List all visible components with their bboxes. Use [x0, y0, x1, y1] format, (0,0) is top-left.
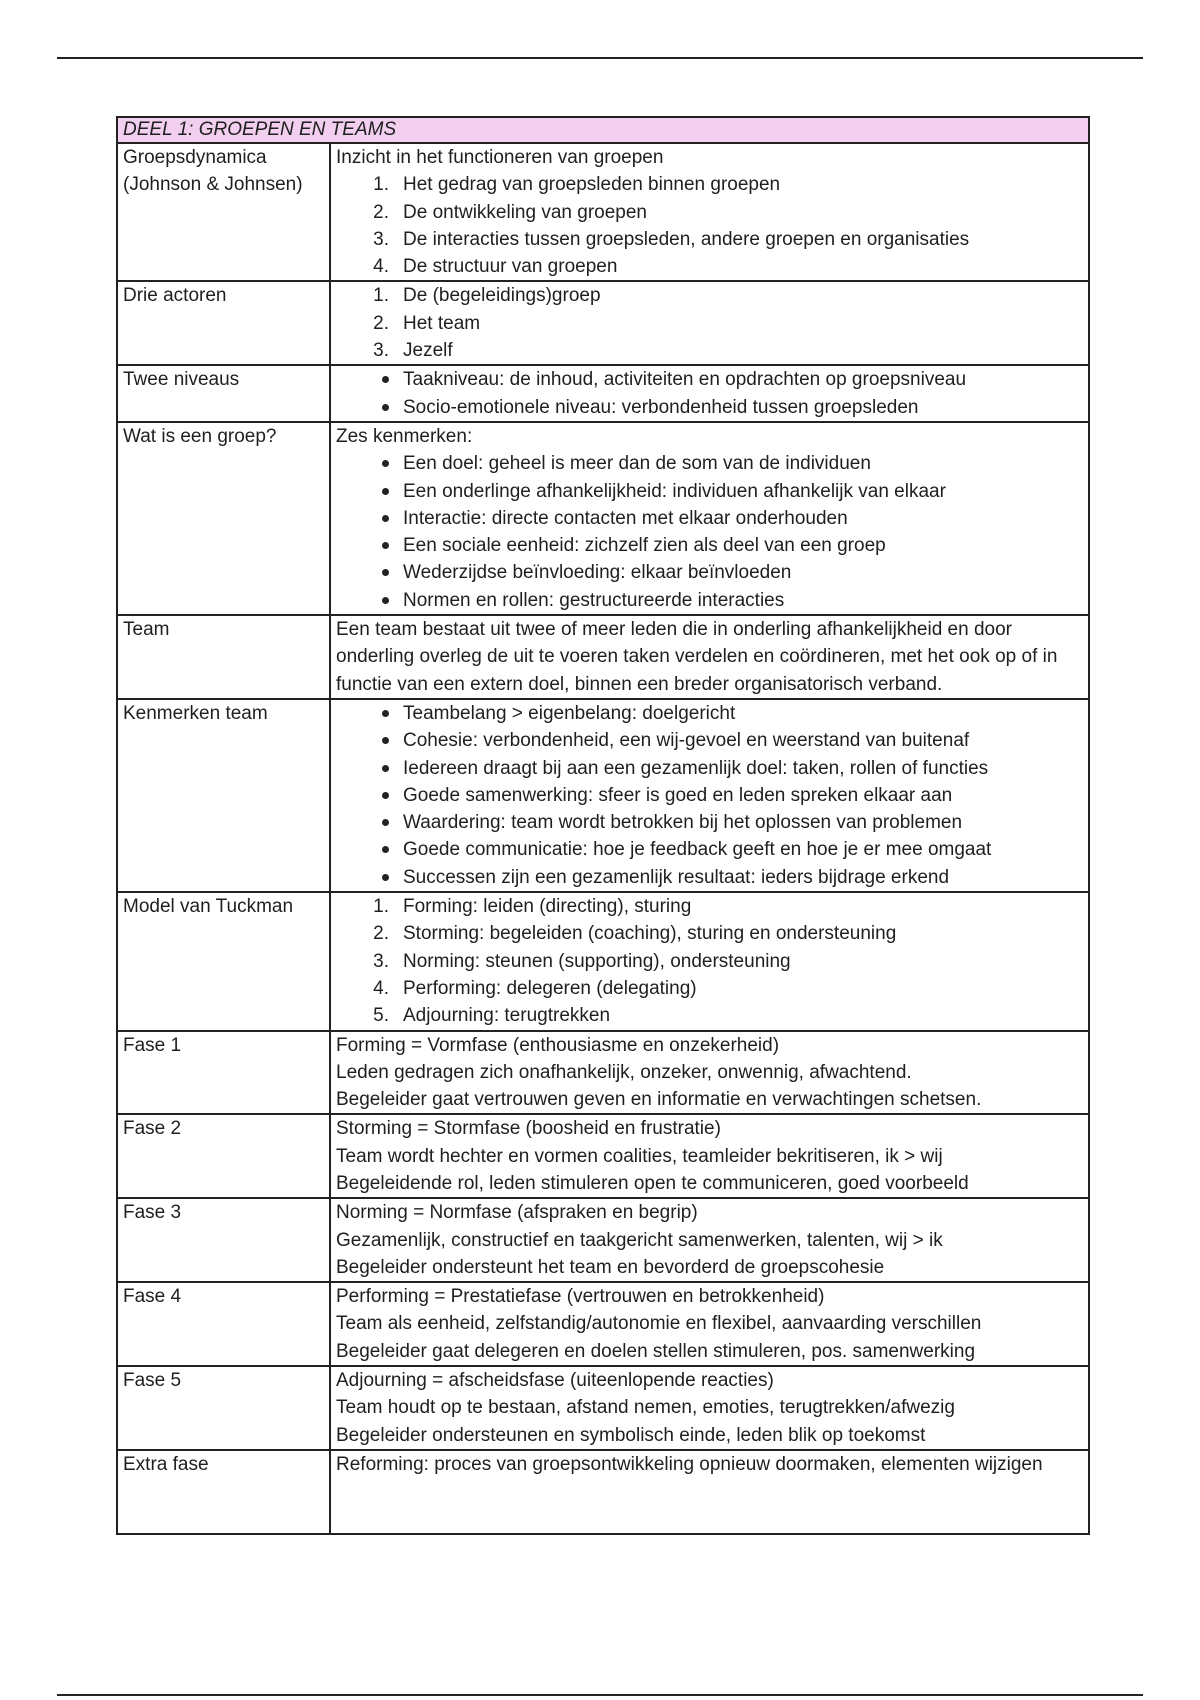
bullet-icon: [382, 765, 389, 772]
table-row: [117, 422, 1089, 615]
row-content: [330, 1282, 1089, 1366]
bullet-icon: [382, 597, 389, 604]
table-row: [117, 1198, 1089, 1282]
row-label: Groepsdynamica (Johnson & Johnsen): [117, 143, 330, 281]
row-label: Fase 1: [117, 1031, 330, 1115]
team-definition: Een team bestaat uit twee of meer leden die in onderling afhankelijkheid en door onderling overleg de uit te voeren taken verdelen en coördineren, met het ook op of in functie van een extern doel, binnen een breder organisatorisch verband.: [336, 619, 1058, 695]
extra-phase-text: Reforming: proces van groepsontwikkeling opnieuw doormaken, elementen wijzigen: [336, 1453, 1043, 1475]
table-row: [117, 1031, 1089, 1115]
table-row: [117, 699, 1089, 892]
bullet-icon: [382, 792, 389, 799]
list-item: 2. Het team: [373, 312, 481, 334]
footer-rule: [57, 1694, 1143, 1696]
bullet-icon: [382, 710, 389, 717]
list-item: Taakniveau: de inhoud, activiteiten en opdrachten op groepsniveau: [336, 366, 1083, 393]
row-content: [330, 1198, 1089, 1282]
bullet-icon: [382, 488, 389, 495]
list-item: Teambelang > eigenbelang: doelgericht: [336, 700, 1083, 727]
list-item: 4. Performing: delegeren (delegating): [373, 977, 697, 999]
row-content: [330, 143, 1089, 281]
row-label: Fase 4: [117, 1282, 330, 1366]
phase-line: Team als eenheid, zelfstandig/autonomie en flexibel, aanvaarding verschillen: [336, 1313, 982, 1335]
list-item: Normen en rollen: gestructureerde interacties: [336, 587, 1083, 614]
bullet-icon: [382, 846, 389, 853]
row-content: [330, 892, 1089, 1030]
phase-line: Team wordt hechter en vormen coalities, teamleider bekritiseren, ik > wij: [336, 1145, 943, 1167]
list-item: 3. Jezelf: [373, 340, 453, 362]
list-item: Een onderlinge afhankelijkheid: individuen afhankelijk van elkaar: [336, 478, 1083, 505]
table-row: [117, 892, 1089, 1030]
row-label: Extra fase: [117, 1450, 330, 1534]
bullet-icon: [382, 542, 389, 549]
list-item: Successen zijn een gezamenlijk resultaat: ieders bijdrage erkend: [336, 864, 1083, 891]
table-row: [117, 1282, 1089, 1366]
row-label: Drie actoren: [117, 281, 330, 365]
list-item: Wederzijdse beïnvloeding: elkaar beïnvloeden: [336, 559, 1083, 586]
phase-line: Begeleider ondersteunen en symbolisch einde, leden blik op toekomst: [336, 1424, 926, 1446]
phase-line: Storming = Stormfase (boosheid en frustratie): [336, 1118, 721, 1140]
section-title: DEEL 1: GROEPEN EN TEAMS: [117, 117, 1089, 143]
list-item: 4. De structuur van groepen: [373, 256, 618, 278]
table-row: [117, 615, 1089, 699]
row-content: [330, 1366, 1089, 1450]
row-label: Fase 5: [117, 1366, 330, 1450]
phase-line: Begeleidende rol, leden stimuleren open te communiceren, goed voorbeeld: [336, 1172, 969, 1194]
phase-line: Adjourning = afscheidsfase (uiteenlopende reacties): [336, 1370, 774, 1392]
table-row: [117, 281, 1089, 365]
list-item: Goede communicatie: hoe je feedback geeft en hoe je er mee omgaat: [336, 836, 1083, 863]
row-content: [330, 365, 1089, 422]
table-row: [117, 143, 1089, 281]
row-content: [330, 699, 1089, 892]
list-item: Iedereen draagt bij aan een gezamenlijk doel: taken, rollen of functies: [336, 755, 1083, 782]
bullet-icon: [382, 737, 389, 744]
bullet-icon: [382, 376, 389, 383]
phase-line: Forming = Vormfase (enthousiasme en onzekerheid): [336, 1034, 780, 1056]
phase-line: Team houdt op te bestaan, afstand nemen, emoties, terugtrekken/afwezig: [336, 1397, 955, 1419]
bullet-icon: [382, 874, 389, 881]
list-item: 3. Norming: steunen (supporting), ondersteuning: [373, 950, 791, 972]
row-label: Wat is een groep?: [117, 422, 330, 615]
list-item: Een doel: geheel is meer dan de som van de individuen: [336, 450, 1083, 477]
row-label: Team: [117, 615, 330, 699]
bullet-icon: [382, 460, 389, 467]
phase-line: Begeleider gaat delegeren en doelen stellen stimuleren, pos. samenwerking: [336, 1340, 976, 1362]
header-rule: [57, 57, 1143, 59]
row-label: Twee niveaus: [117, 365, 330, 422]
bullet-icon: [382, 819, 389, 826]
row-content: [330, 422, 1089, 615]
study-notes-table: [116, 116, 1090, 1535]
list-item: 1. Het gedrag van groepsleden binnen groepen: [373, 174, 781, 196]
list-item: 1. De (begeleidings)groep: [373, 285, 601, 307]
table-row: [117, 1114, 1089, 1198]
list-item: 2. Storming: begeleiden (coaching), sturing en ondersteuning: [373, 923, 897, 945]
list-item: Een sociale eenheid: zichzelf zien als deel van een groep: [336, 532, 1083, 559]
list-item: 1. Forming: leiden (directing), sturing: [373, 896, 692, 918]
row-label: Model van Tuckman: [117, 892, 330, 1030]
row-intro: Zes kenmerken:: [336, 425, 473, 447]
list-item: 2. De ontwikkeling van groepen: [373, 201, 647, 223]
table-row: [117, 1450, 1089, 1534]
list-item: Waardering: team wordt betrokken bij het oplossen van problemen: [336, 809, 1083, 836]
phase-line: Leden gedragen zich onafhankelijk, onzeker, onwennig, afwachtend.: [336, 1061, 912, 1083]
row-label: Kenmerken team: [117, 699, 330, 892]
phase-line: Begeleider gaat vertrouwen geven en informatie en verwachtingen schetsen.: [336, 1089, 982, 1111]
row-content: [330, 281, 1089, 365]
list-item: 3. De interacties tussen groepsleden, andere groepen en organisaties: [373, 228, 970, 250]
list-item: Cohesie: verbondenheid, een wij-gevoel en weerstand van buitenaf: [336, 727, 1083, 754]
bullet-icon: [382, 515, 389, 522]
table-row: [117, 1366, 1089, 1450]
row-content: [330, 1031, 1089, 1115]
row-intro: Inzicht in het functioneren van groepen: [336, 147, 664, 168]
row-content: [330, 1114, 1089, 1198]
phase-line: Performing = Prestatiefase (vertrouwen en betrokkenheid): [336, 1286, 825, 1308]
row-content: [330, 615, 1089, 699]
list-item: Socio-emotionele niveau: verbondenheid tussen groepsleden: [336, 394, 1083, 421]
bullet-icon: [382, 569, 389, 576]
table-row: [117, 365, 1089, 422]
phase-line: Norming = Normfase (afspraken en begrip): [336, 1202, 698, 1224]
list-item: Interactie: directe contacten met elkaar onderhouden: [336, 505, 1083, 532]
bullet-icon: [382, 404, 389, 411]
list-item: Goede samenwerking: sfeer is goed en leden spreken elkaar aan: [336, 782, 1083, 809]
row-label: Fase 2: [117, 1114, 330, 1198]
list-item: 5. Adjourning: terugtrekken: [373, 1005, 611, 1027]
phase-line: Gezamenlijk, constructief en taakgericht samenwerken, talenten, wij > ik: [336, 1229, 943, 1251]
row-label: Fase 3: [117, 1198, 330, 1282]
row-content: [330, 1450, 1089, 1534]
phase-line: Begeleider ondersteunt het team en bevorderd de groepscohesie: [336, 1256, 885, 1278]
